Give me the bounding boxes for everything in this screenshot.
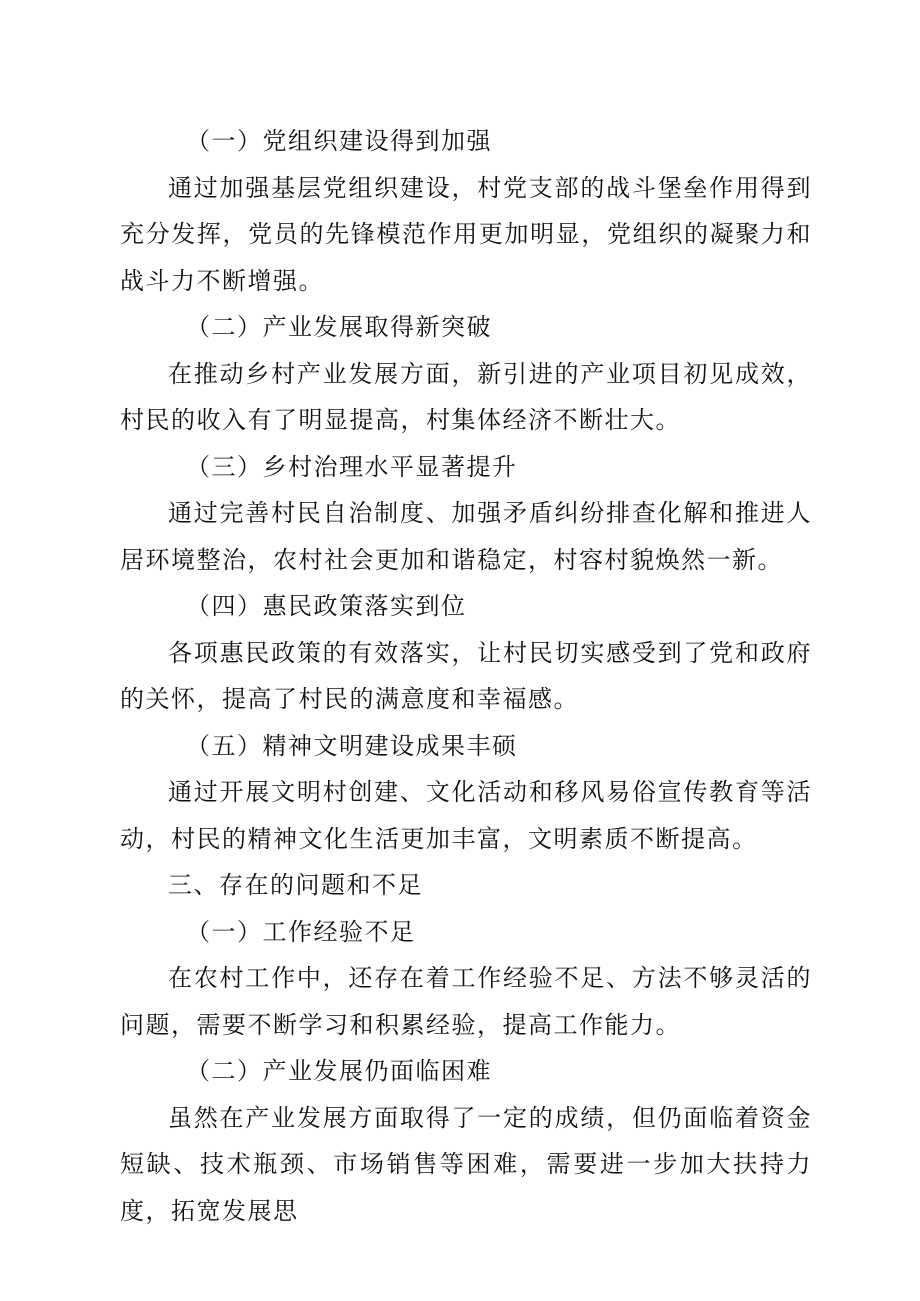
subheading-industry-breakthrough: （二）产业发展取得新突破 (186, 313, 492, 341)
subheading-work-experience: （一）工作经验不足 (186, 917, 416, 946)
paragraph-industry-difficulties: 虽然在产业发展方面取得了一定的成绩，但仍面临着资金短缺、技术瓶颈、市场销售等困难，需要进一步加大扶持力度，拓宽发展思 (120, 1103, 812, 1225)
subheading-industry-difficulties: （二）产业发展仍面临困难 (186, 1057, 492, 1085)
paragraph-spiritual-civilization: 通过开展文明村创建、文化活动和移风易俗宣传教育等活动，村民的精神文化生活更加丰富，文明素质不断提高。 (120, 778, 812, 853)
document-page (120, 118, 812, 1234)
subheading-rural-governance: （三）乡村治理水平显著提升 (186, 452, 518, 481)
section-title-problems: 三、存在的问题和不足 (168, 871, 423, 899)
paragraph-policy-implementation: 各项惠民政策的有效落实，让村民切实感受到了党和政府的关怀，提高了村民的满意度和幸福感。 (120, 638, 812, 713)
paragraph-work-experience: 在农村工作中，还存在着工作经验不足、方法不够灵活的问题，需要不断学习和积累经验，提高工作能力。 (120, 964, 812, 1039)
subheading-policy-implementation: （四）惠民政策落实到位 (186, 592, 467, 620)
paragraph-industry-breakthrough: 在推动乡村产业发展方面，新引进的产业项目初见成效，村民的收入有了明显提高，村集体经济不断壮大。 (120, 359, 812, 434)
paragraph-party-organization: 通过加强基层党组织建设，村党支部的战斗堡垒作用得到充分发挥，党员的先锋模范作用更加明显，党组织的凝聚力和战斗力不断增强。 (120, 173, 812, 295)
subheading-spiritual-civilization: （五）精神文明建设成果丰硕 (186, 731, 518, 760)
paragraph-rural-governance: 通过完善村民自治制度、加强矛盾纠纷排查化解和推进人居环境整治，农村社会更加和谐稳定，村容村貌焕然一新。 (120, 499, 812, 574)
subheading-party-organization: （一）党组织建设得到加强 (186, 127, 492, 155)
